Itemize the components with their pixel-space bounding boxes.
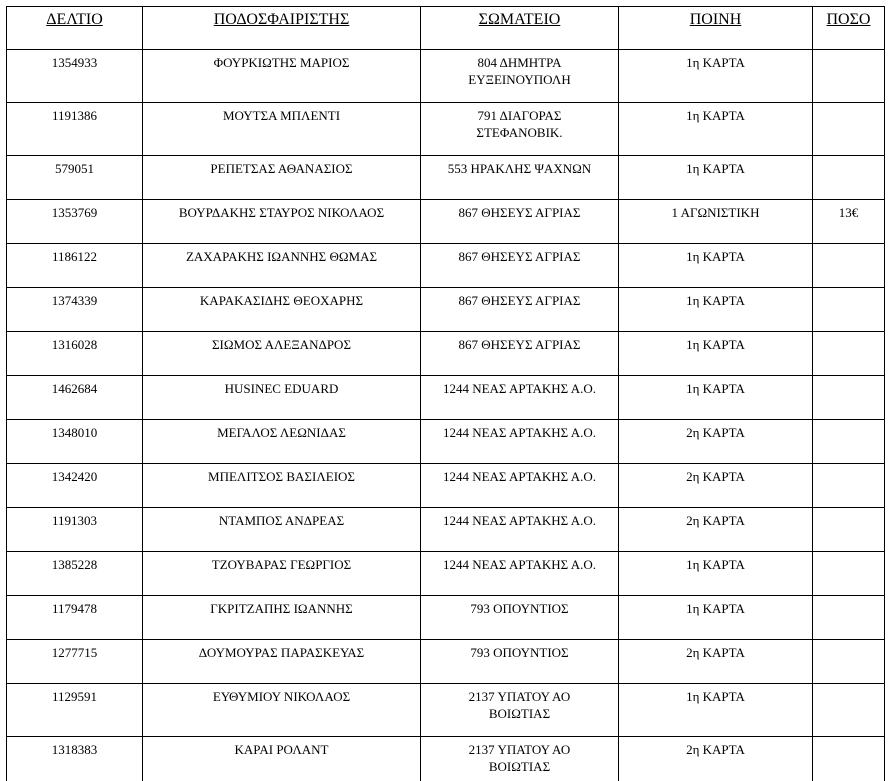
player-cell: ΒΟΥΡΔΑΚΗΣ ΣΤΑΥΡΟΣ ΝΙΚΟΛΑΟΣ: [143, 200, 421, 244]
penalty-cell: 1η ΚΑΡΤΑ: [619, 288, 813, 332]
deltio-cell: 1385228: [7, 552, 143, 596]
player-cell: ΓΚΡΙΤΖΑΠΗΣ ΙΩΑΝΝΗΣ: [143, 596, 421, 640]
penalty-cell: 1η ΚΑΡΤΑ: [619, 376, 813, 420]
penalty-cell: 1η ΚΑΡΤΑ: [619, 552, 813, 596]
player-cell: ΤΖΟΥΒΑΡΑΣ ΓΕΩΡΓΙΟΣ: [143, 552, 421, 596]
club-cell: [421, 737, 619, 781]
amount-cell: [813, 156, 885, 200]
amount-cell: [813, 376, 885, 420]
amount-cell: [813, 244, 885, 288]
amount-cell: [813, 50, 885, 103]
club-line-2: ΕΥΞΕΙΝΟΥΠΟΛΗ: [468, 72, 571, 87]
table-row: [7, 420, 885, 464]
deltio-cell: 1277715: [7, 640, 143, 684]
header-row: [7, 7, 885, 50]
table-row: [7, 376, 885, 420]
player-cell: ΖΑΧΑΡΑΚΗΣ ΙΩΑΝΝΗΣ ΘΩΜΑΣ: [143, 244, 421, 288]
table-row: [7, 737, 885, 781]
amount-cell: [813, 640, 885, 684]
player-cell: HUSINEC EDUARD: [143, 376, 421, 420]
header-player: ΠΟΔΟΣΦΑΙΡΙΣΤΗΣ: [143, 7, 421, 50]
penalties-table: [6, 6, 885, 781]
club-cell: 867 ΘΗΣΕΥΣ ΑΓΡΙΑΣ: [421, 200, 619, 244]
table-row: [7, 244, 885, 288]
club-line-1: 2137 ΥΠΑΤΟΥ ΑΟ: [468, 689, 571, 704]
deltio-cell: 1318383: [7, 737, 143, 781]
amount-cell: [813, 508, 885, 552]
club-cell: 793 ΟΠΟΥΝΤΙΟΣ: [421, 640, 619, 684]
penalty-cell: 2η ΚΑΡΤΑ: [619, 640, 813, 684]
deltio-cell: 1353769: [7, 200, 143, 244]
player-cell: ΚΑΡΑΙ ΡΟΛΑΝΤ: [143, 737, 421, 781]
amount-cell: 13€: [813, 200, 885, 244]
deltio-cell: 1191386: [7, 103, 143, 156]
penalty-cell: 2η ΚΑΡΤΑ: [619, 420, 813, 464]
deltio-cell: 1129591: [7, 684, 143, 737]
player-cell: ΣΙΩΜΟΣ ΑΛΕΞΑΝΔΡΟΣ: [143, 332, 421, 376]
penalty-cell: 1η ΚΑΡΤΑ: [619, 684, 813, 737]
amount-cell: [813, 737, 885, 781]
table-row: [7, 464, 885, 508]
penalty-cell: 1η ΚΑΡΤΑ: [619, 244, 813, 288]
player-cell: ΡΕΠΕΤΣΑΣ ΑΘΑΝΑΣΙΟΣ: [143, 156, 421, 200]
club-cell: [421, 103, 619, 156]
penalty-cell: 2η ΚΑΡΤΑ: [619, 464, 813, 508]
table-row: [7, 684, 885, 737]
penalty-cell: 1η ΚΑΡΤΑ: [619, 332, 813, 376]
player-cell: ΕΥΘΥΜΙΟΥ ΝΙΚΟΛΑΟΣ: [143, 684, 421, 737]
club-cell: [421, 50, 619, 103]
amount-cell: [813, 420, 885, 464]
amount-cell: [813, 596, 885, 640]
penalty-cell: 1η ΚΑΡΤΑ: [619, 596, 813, 640]
table-row: [7, 103, 885, 156]
amount-cell: [813, 288, 885, 332]
player-cell: ΜΕΓΑΛΟΣ ΛΕΩΝΙΔΑΣ: [143, 420, 421, 464]
player-cell: ΜΟΥΤΣΑ ΜΠΛΕΝΤΙ: [143, 103, 421, 156]
penalty-cell: 2η ΚΑΡΤΑ: [619, 508, 813, 552]
deltio-cell: 1191303: [7, 508, 143, 552]
table-row: [7, 640, 885, 684]
amount-cell: [813, 332, 885, 376]
table-row: [7, 50, 885, 103]
club-line-2: ΒΟΙΩΤΙΑΣ: [488, 706, 551, 721]
table-row: [7, 508, 885, 552]
club-line-2: ΒΟΙΩΤΙΑΣ: [488, 759, 551, 774]
table-row: [7, 288, 885, 332]
club-line-1: 804 ΔΗΜΗΤΡΑ: [477, 55, 562, 70]
header-amount: ΠΟΣΟ: [813, 7, 885, 50]
table-row: [7, 156, 885, 200]
club-cell: 1244 ΝΕΑΣ ΑΡΤΑΚΗΣ Α.Ο.: [421, 552, 619, 596]
club-cell: 867 ΘΗΣΕΥΣ ΑΓΡΙΑΣ: [421, 288, 619, 332]
club-cell: 1244 ΝΕΑΣ ΑΡΤΑΚΗΣ Α.Ο.: [421, 376, 619, 420]
club-line-1: 2137 ΥΠΑΤΟΥ ΑΟ: [468, 742, 571, 757]
amount-cell: [813, 684, 885, 737]
deltio-cell: 1316028: [7, 332, 143, 376]
club-cell: 867 ΘΗΣΕΥΣ ΑΓΡΙΑΣ: [421, 332, 619, 376]
deltio-cell: 1348010: [7, 420, 143, 464]
penalty-cell: 1 ΑΓΩΝΙΣΤΙΚΗ: [619, 200, 813, 244]
club-cell: 793 ΟΠΟΥΝΤΙΟΣ: [421, 596, 619, 640]
deltio-cell: 1374339: [7, 288, 143, 332]
deltio-cell: 579051: [7, 156, 143, 200]
club-line-2: ΣΤΕΦΑΝΟΒΙΚ.: [476, 125, 563, 140]
table-body: [7, 50, 885, 781]
penalty-cell: 1η ΚΑΡΤΑ: [619, 50, 813, 103]
player-cell: ΝΤΑΜΠΟΣ ΑΝΔΡΕΑΣ: [143, 508, 421, 552]
table-row: [7, 552, 885, 596]
amount-cell: [813, 103, 885, 156]
header-deltio: ΔΕΛΤΙΟ: [7, 7, 143, 50]
club-cell: [421, 684, 619, 737]
deltio-cell: 1179478: [7, 596, 143, 640]
club-cell: 867 ΘΗΣΕΥΣ ΑΓΡΙΑΣ: [421, 244, 619, 288]
club-cell: 553 ΗΡΑΚΛΗΣ ΨΑΧΝΩΝ: [421, 156, 619, 200]
penalty-cell: 1η ΚΑΡΤΑ: [619, 156, 813, 200]
header-penalty: ΠΟΙΝΗ: [619, 7, 813, 50]
club-cell: 1244 ΝΕΑΣ ΑΡΤΑΚΗΣ Α.Ο.: [421, 508, 619, 552]
player-cell: ΔΟΥΜΟΥΡΑΣ ΠΑΡΑΣΚΕΥΑΣ: [143, 640, 421, 684]
deltio-cell: 1354933: [7, 50, 143, 103]
club-cell: 1244 ΝΕΑΣ ΑΡΤΑΚΗΣ Α.Ο.: [421, 464, 619, 508]
player-cell: ΚΑΡΑΚΑΣΙΔΗΣ ΘΕΟΧΑΡΗΣ: [143, 288, 421, 332]
penalty-cell: 1η ΚΑΡΤΑ: [619, 103, 813, 156]
table-row: [7, 332, 885, 376]
table-row: [7, 596, 885, 640]
club-cell: 1244 ΝΕΑΣ ΑΡΤΑΚΗΣ Α.Ο.: [421, 420, 619, 464]
table-row: [7, 200, 885, 244]
deltio-cell: 1462684: [7, 376, 143, 420]
player-cell: ΜΠΕΛΙΤΣΟΣ ΒΑΣΙΛΕΙΟΣ: [143, 464, 421, 508]
deltio-cell: 1342420: [7, 464, 143, 508]
player-cell: ΦΟΥΡΚΙΩΤΗΣ ΜΑΡΙΟΣ: [143, 50, 421, 103]
deltio-cell: 1186122: [7, 244, 143, 288]
amount-cell: [813, 552, 885, 596]
amount-cell: [813, 464, 885, 508]
penalty-cell: 2η ΚΑΡΤΑ: [619, 737, 813, 781]
club-line-1: 791 ΔΙΑΓΟΡΑΣ: [477, 108, 562, 123]
table-header: [7, 7, 885, 50]
header-club: ΣΩΜΑΤΕΙΟ: [421, 7, 619, 50]
